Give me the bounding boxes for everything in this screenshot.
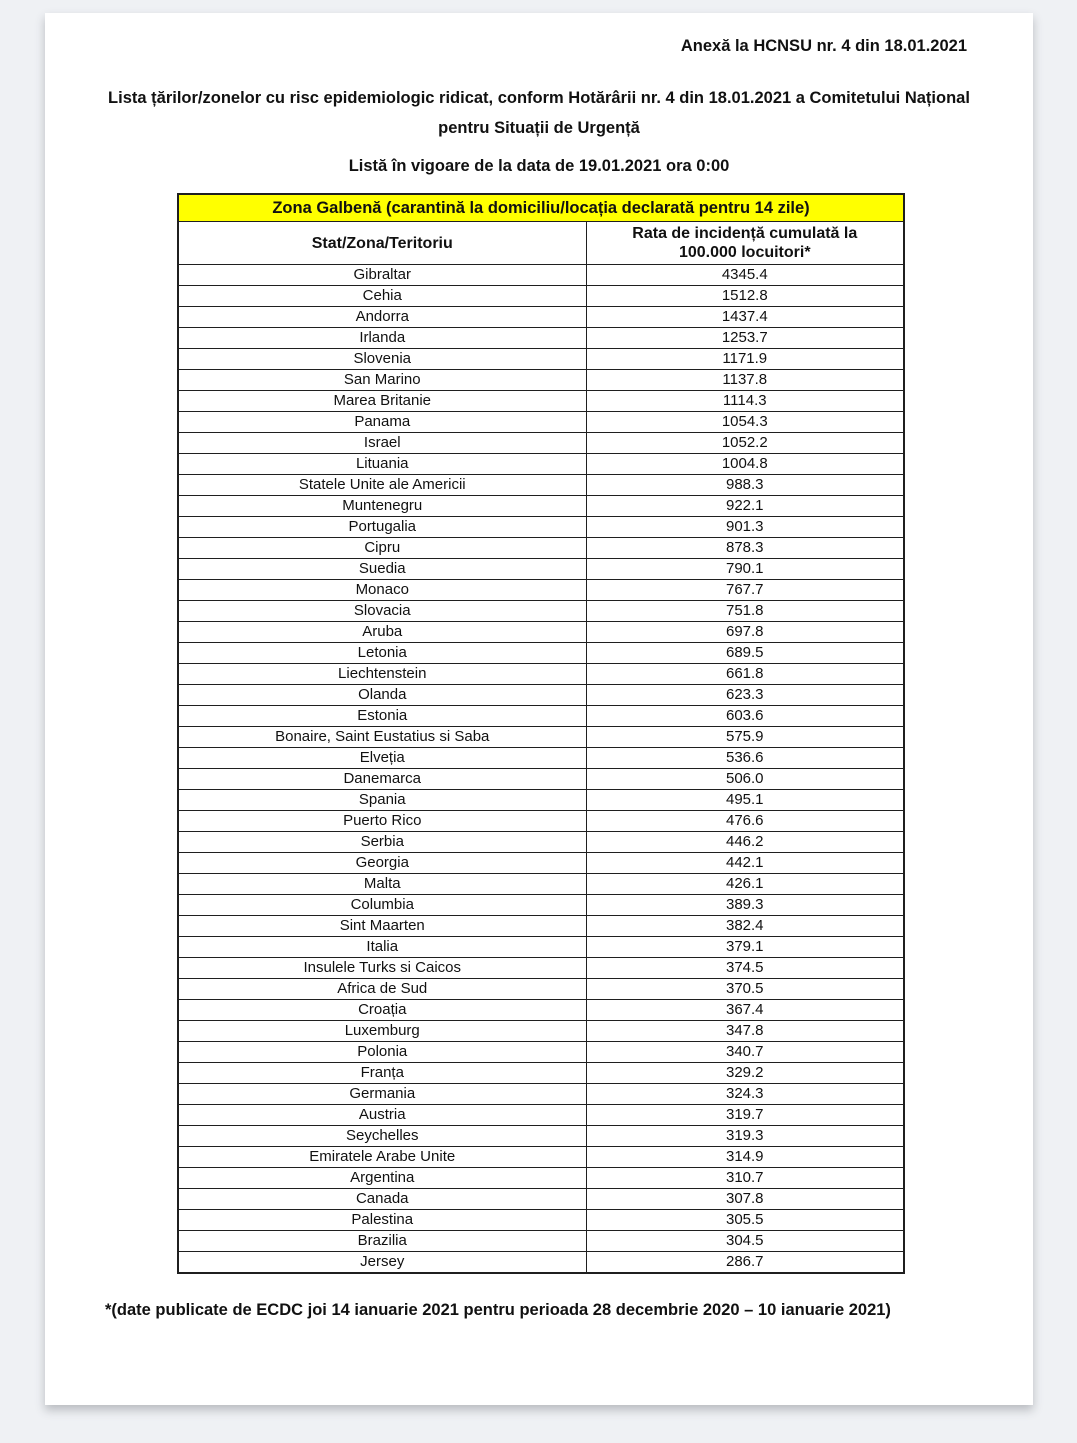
table-row [178, 1189, 904, 1210]
document-page [45, 13, 1033, 1405]
rate-cell: 575.9 [586, 727, 904, 748]
table-row [178, 916, 904, 937]
table-row [178, 1084, 904, 1105]
country-cell: Sint Maarten [178, 916, 586, 937]
rate-cell: 307.8 [586, 1189, 904, 1210]
table-row [178, 601, 904, 622]
rate-cell: 988.3 [586, 475, 904, 496]
country-cell: Irlanda [178, 328, 586, 349]
rate-cell: 367.4 [586, 1000, 904, 1021]
country-cell: Italia [178, 937, 586, 958]
table-row [178, 853, 904, 874]
country-cell: Letonia [178, 643, 586, 664]
rate-cell: 661.8 [586, 664, 904, 685]
table-row [178, 559, 904, 580]
country-cell: Franța [178, 1063, 586, 1084]
rate-cell: 1437.4 [586, 307, 904, 328]
column-header-country: Stat/Zona/Teritoriu [178, 222, 586, 265]
country-cell: Argentina [178, 1168, 586, 1189]
table-row [178, 979, 904, 1000]
rate-cell: 379.1 [586, 937, 904, 958]
rate-cell: 446.2 [586, 832, 904, 853]
rate-cell: 689.5 [586, 643, 904, 664]
rate-cell: 1052.2 [586, 433, 904, 454]
table-row [178, 580, 904, 601]
table-row [178, 643, 904, 664]
table-row [178, 454, 904, 475]
rate-cell: 922.1 [586, 496, 904, 517]
rate-cell: 1512.8 [586, 286, 904, 307]
table-row [178, 1168, 904, 1189]
country-cell: Liechtenstein [178, 664, 586, 685]
rate-cell: 305.5 [586, 1210, 904, 1231]
country-cell: Israel [178, 433, 586, 454]
country-cell: Danemarca [178, 769, 586, 790]
rate-cell: 767.7 [586, 580, 904, 601]
table-row [178, 937, 904, 958]
country-cell: Estonia [178, 706, 586, 727]
country-cell: Statele Unite ale Americii [178, 475, 586, 496]
rate-cell: 1004.8 [586, 454, 904, 475]
rate-cell: 389.3 [586, 895, 904, 916]
column-header-row [178, 222, 904, 265]
table-row [178, 1126, 904, 1147]
rate-cell: 1054.3 [586, 412, 904, 433]
country-cell: San Marino [178, 370, 586, 391]
country-cell: Canada [178, 1189, 586, 1210]
country-cell: Slovenia [178, 349, 586, 370]
country-cell: Marea Britanie [178, 391, 586, 412]
table-row [178, 727, 904, 748]
rate-cell: 310.7 [586, 1168, 904, 1189]
country-cell: Cipru [178, 538, 586, 559]
table-row [178, 874, 904, 895]
table-row [178, 286, 904, 307]
rate-cell: 506.0 [586, 769, 904, 790]
rate-cell: 751.8 [586, 601, 904, 622]
country-cell: Emiratele Arabe Unite [178, 1147, 586, 1168]
document-subtitle: Listă în vigoare de la data de 19.01.2021 ora 0:00 [348, 157, 730, 175]
country-cell: Palestina [178, 1210, 586, 1231]
table-row [178, 790, 904, 811]
table-row [178, 685, 904, 706]
rate-cell: 476.6 [586, 811, 904, 832]
rate-cell: 329.2 [586, 1063, 904, 1084]
country-table-body [178, 265, 904, 1274]
country-cell: Lituania [178, 454, 586, 475]
rate-cell: 314.9 [586, 1147, 904, 1168]
country-cell: Olanda [178, 685, 586, 706]
zone-header-banner: Zona Galbenă (carantină la domiciliu/locația declarată pentru 14 zile) [178, 194, 904, 222]
country-cell: Monaco [178, 580, 586, 601]
rate-cell: 319.7 [586, 1105, 904, 1126]
rate-cell: 1137.8 [586, 370, 904, 391]
country-cell: Columbia [178, 895, 586, 916]
rate-cell: 878.3 [586, 538, 904, 559]
table-row [178, 748, 904, 769]
table-row [178, 265, 904, 286]
rate-cell: 1114.3 [586, 391, 904, 412]
table-row [178, 475, 904, 496]
table-row [178, 622, 904, 643]
rate-cell: 319.3 [586, 1126, 904, 1147]
table-row [178, 433, 904, 454]
rate-cell: 347.8 [586, 1021, 904, 1042]
rate-cell: 324.3 [586, 1084, 904, 1105]
country-cell: Insulele Turks si Caicos [178, 958, 586, 979]
rate-cell: 790.1 [586, 559, 904, 580]
country-cell: Serbia [178, 832, 586, 853]
rate-cell: 374.5 [586, 958, 904, 979]
country-cell: Spania [178, 790, 586, 811]
table-row [178, 664, 904, 685]
country-cell: Croația [178, 1000, 586, 1021]
rate-cell: 1253.7 [586, 328, 904, 349]
country-cell: Gibraltar [178, 265, 586, 286]
table-row [178, 832, 904, 853]
country-cell: Muntenegru [178, 496, 586, 517]
table-row [178, 1231, 904, 1252]
country-cell: Luxemburg [178, 1021, 586, 1042]
table-row [178, 811, 904, 832]
country-cell: Georgia [178, 853, 586, 874]
rate-cell: 697.8 [586, 622, 904, 643]
annex-reference: Anexă la HCNSU nr. 4 din 18.01.2021 [680, 37, 967, 55]
table-row [178, 391, 904, 412]
country-cell: Malta [178, 874, 586, 895]
country-cell: Andorra [178, 307, 586, 328]
table-row [178, 370, 904, 391]
rate-cell: 901.3 [586, 517, 904, 538]
country-cell: Austria [178, 1105, 586, 1126]
country-cell: Panama [178, 412, 586, 433]
country-cell: Polonia [178, 1042, 586, 1063]
country-cell: Africa de Sud [178, 979, 586, 1000]
risk-country-table [177, 193, 905, 1274]
table-row [178, 706, 904, 727]
rate-cell: 4345.4 [586, 265, 904, 286]
table-row [178, 1042, 904, 1063]
table-head [178, 194, 904, 265]
table-row [178, 769, 904, 790]
country-cell: Slovacia [178, 601, 586, 622]
rate-cell: 370.5 [586, 979, 904, 1000]
country-cell: Suedia [178, 559, 586, 580]
table-row [178, 517, 904, 538]
zone-header-row [178, 194, 904, 222]
column-header-rate: Rata de incidență cumulată la 100.000 locuitori* [586, 222, 904, 265]
rate-cell: 426.1 [586, 874, 904, 895]
rate-cell: 623.3 [586, 685, 904, 706]
table-row [178, 958, 904, 979]
country-cell: Jersey [178, 1252, 586, 1274]
table-row [178, 1021, 904, 1042]
footnote: *(date publicate de ECDC joi 14 ianuarie 2021 pentru perioada 28 decembrie 2020 – 10 ianuarie 2021) [105, 1301, 891, 1319]
country-cell: Seychelles [178, 1126, 586, 1147]
rate-cell: 495.1 [586, 790, 904, 811]
rate-cell: 1171.9 [586, 349, 904, 370]
table-row [178, 1105, 904, 1126]
table-row [178, 496, 904, 517]
table-row [178, 349, 904, 370]
rate-cell: 286.7 [586, 1252, 904, 1274]
table-row [178, 1147, 904, 1168]
table-row [178, 538, 904, 559]
table-row [178, 412, 904, 433]
table-row [178, 307, 904, 328]
country-cell: Germania [178, 1084, 586, 1105]
rate-cell: 382.4 [586, 916, 904, 937]
table-row [178, 1000, 904, 1021]
country-cell: Portugalia [178, 517, 586, 538]
country-cell: Elveția [178, 748, 586, 769]
rate-cell: 603.6 [586, 706, 904, 727]
rate-cell: 536.6 [586, 748, 904, 769]
country-cell: Puerto Rico [178, 811, 586, 832]
country-cell: Bonaire, Saint Eustatius si Saba [178, 727, 586, 748]
table-row [178, 1252, 904, 1274]
country-cell: Aruba [178, 622, 586, 643]
country-cell: Cehia [178, 286, 586, 307]
country-cell: Brazilia [178, 1231, 586, 1252]
table-row [178, 328, 904, 349]
rate-cell: 442.1 [586, 853, 904, 874]
table-row [178, 1063, 904, 1084]
rate-cell: 340.7 [586, 1042, 904, 1063]
table-row [178, 895, 904, 916]
table-row [178, 1210, 904, 1231]
rate-cell: 304.5 [586, 1231, 904, 1252]
document-title: Lista țărilor/zonelor cu risc epidemiologic ridicat, conform Hotărârii nr. 4 din 18.01.2021 a Comitetului Național pentru Situații de Urgență [108, 89, 970, 137]
